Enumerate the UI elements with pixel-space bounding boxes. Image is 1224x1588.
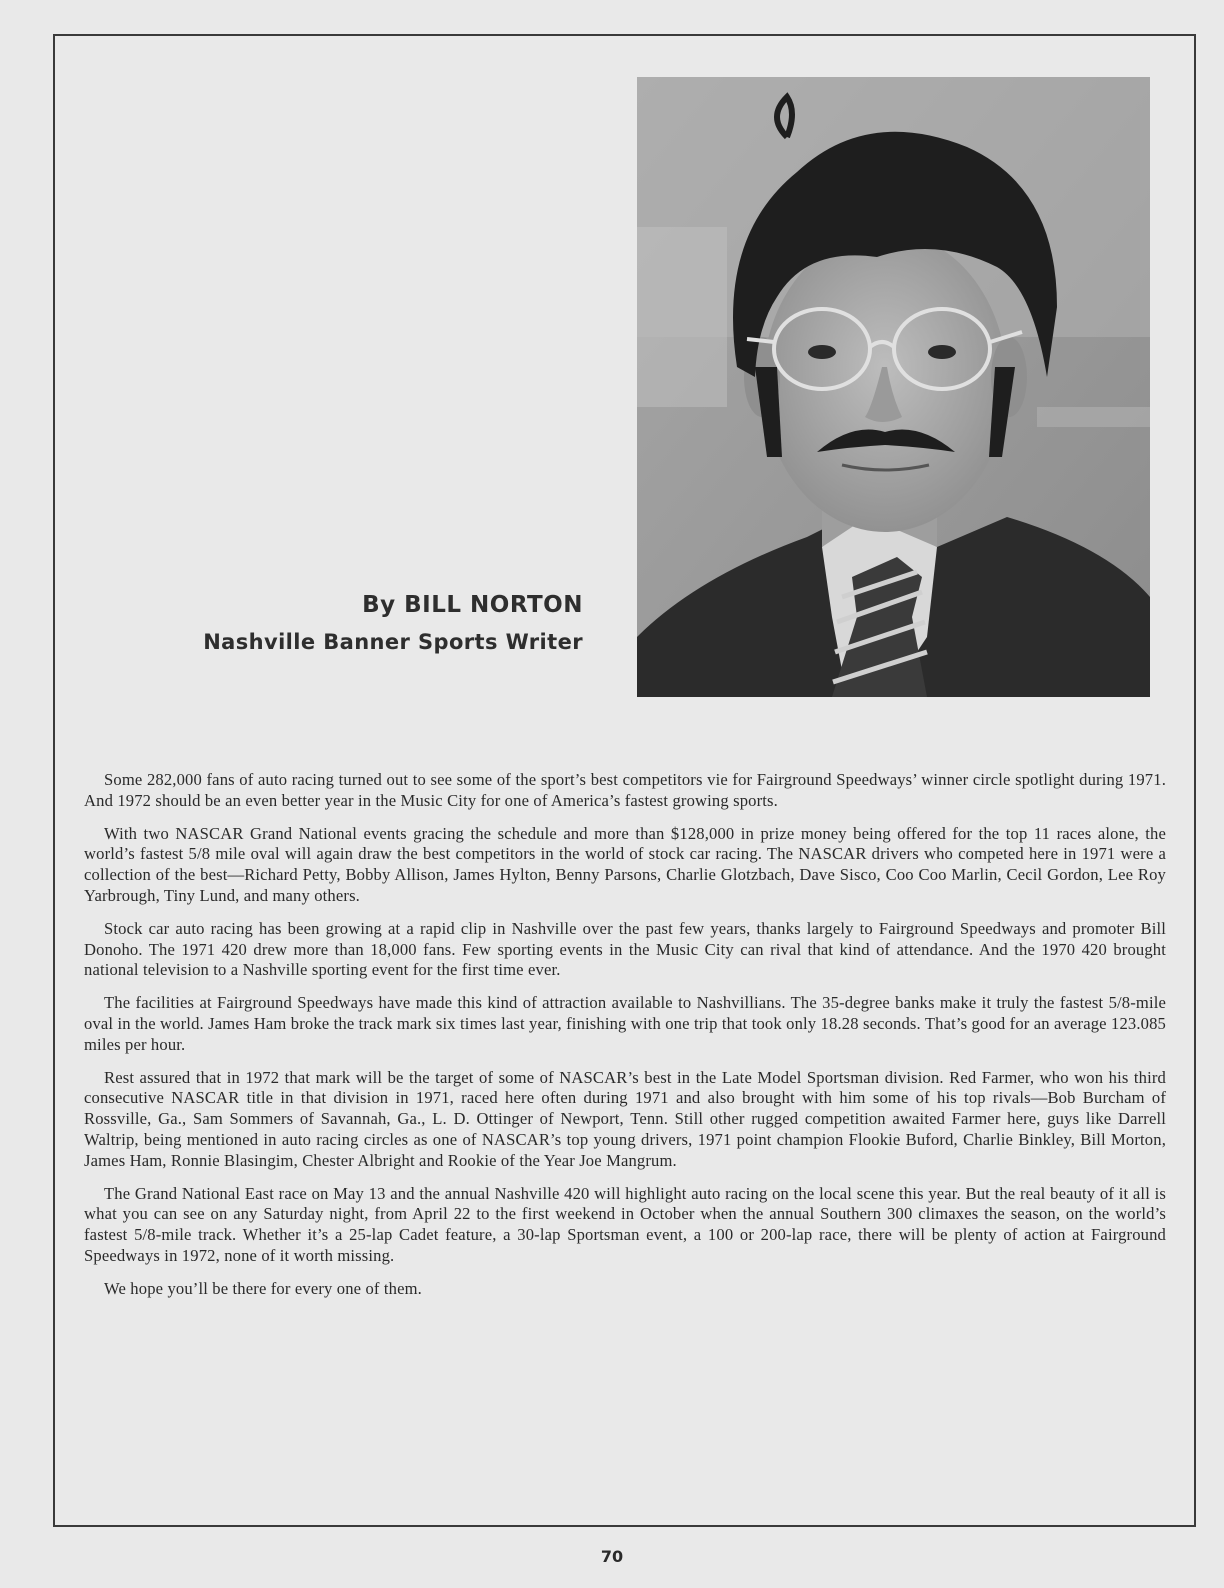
page-number: 70 (600, 1547, 624, 1566)
article-paragraph: Rest assured that in 1972 that mark will be the target of some of NASCAR’s best in the Late Model Sportsman division. Red Farmer, who won his third consecutive NASCAR title in that division in 1971, raced here often during 1971 and also brought with him some of his top rivals—Bob Burcham of Rossville, Ga., Sam Sommers of Savannah, Ga., L. D. Ottinger of Newport, Tenn. Still other rugged competition awaited Farmer here, guys like Darrell Waltrip, being mentioned in auto racing circles as one of NASCAR’s top young drivers, 1971 point champion Flookie Buford, Charlie Binkley, Bill Morton, James Ham, Ronnie Blasingim, Chester Albright and Rookie of the Year Joe Mangrum. (84, 1067, 1166, 1170)
article-paragraph: Some 282,000 fans of auto racing turned out to see some of the sport’s best competitors vie for Fairground Speedways’ winner circle spotlight during 1971. And 1972 should be an even better year in the Music City for one of America’s fastest growing sports. (84, 770, 1166, 810)
article-body (84, 770, 1166, 1312)
article-paragraph: Stock car auto racing has been growing at a rapid clip in Nashville over the past few years, thanks largely to Fairground Speedways and promoter Bill Donoho. The 1971 420 drew more than 18,000 fans. Few sporting events in the Music City can rival that kind of attendance. And the 1970 420 brought national television to a Nashville sporting event for the first time ever. (84, 918, 1166, 980)
article-paragraph: We hope you’ll be there for every one of them. (104, 1278, 422, 1298)
article-paragraph: The Grand National East race on May 13 and the annual Nashville 420 will highlight auto racing on the local scene this year. But the real beauty of it all is what you can see on any Saturday night, from April 22 to the first weekend in October when the annual Southern 300 climaxes the season, on the world’s fastest 5/8-mile track. Whether it’s a 25-lap Cadet feature, a 30-lap Sportsman event, a 100 or 200-lap race, there will be plenty of action at Fairground Speedways in 1972, none of it worth missing. (84, 1183, 1166, 1265)
author-portrait-photo (637, 77, 1150, 697)
portrait-illustration (637, 77, 1150, 697)
byline (203, 592, 583, 654)
article-paragraph: With two NASCAR Grand National events gracing the schedule and more than $128,000 in prize money being offered for the top 11 races alone, the world’s fastest 5/8 mile oval will again draw the best competitors in the world of stock car racing. The NASCAR drivers who competed here in 1971 were a collection of the best—Richard Petty, Bobby Allison, James Hylton, Benny Parsons, Charlie Glotzbach, Dave Sisco, Coo Coo Marlin, Cecil Gordon, Lee Roy Yarbrough, Tiny Lund, and many others. (84, 823, 1166, 905)
article-paragraph: The facilities at Fairground Speedways have made this kind of attraction available to Nashvillians. The 35-degree banks make it truly the fastest 5/8-mile oval in the world. James Ham broke the track mark six times last year, finishing with one trip that took only 18.28 seconds. That’s good for an average 123.085 miles per hour. (84, 993, 1166, 1054)
author-name: By BILL NORTON (362, 592, 583, 618)
author-title: Nashville Banner Sports Writer (203, 630, 583, 654)
